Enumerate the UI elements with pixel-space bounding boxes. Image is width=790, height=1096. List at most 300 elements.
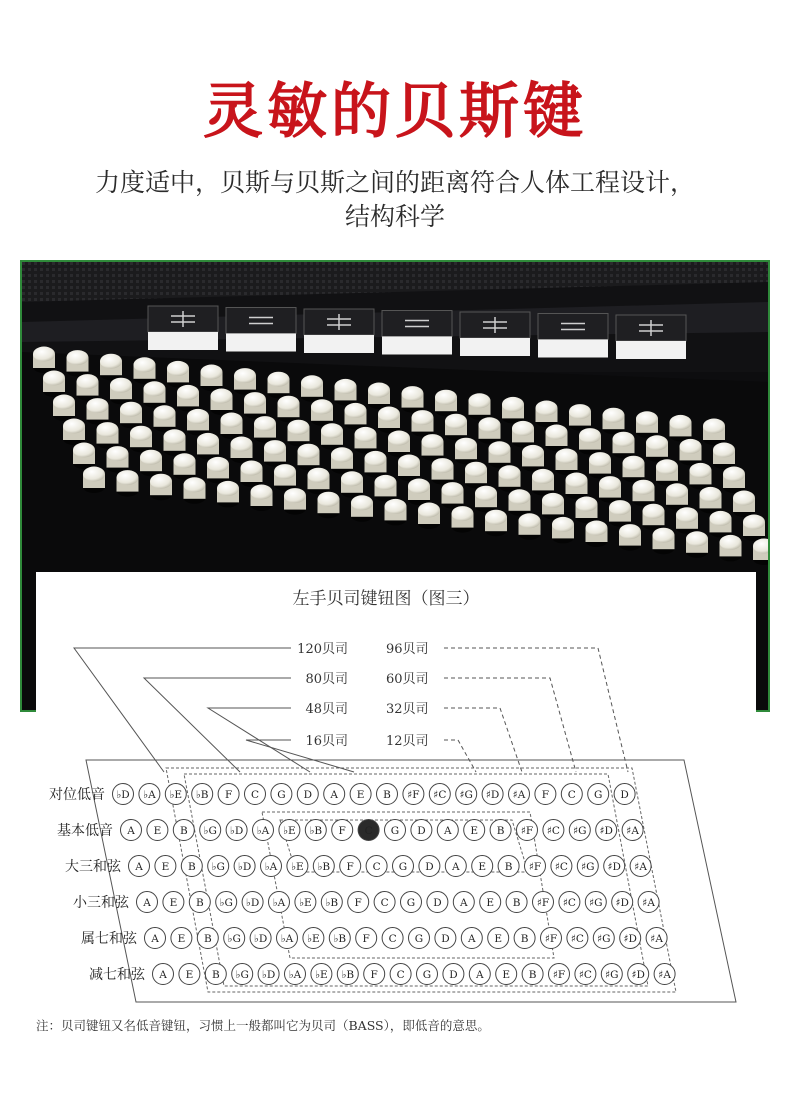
bass-button (179, 964, 200, 985)
photo-bass-button (211, 389, 233, 416)
photo-bass-button (653, 528, 675, 555)
bass-button (417, 964, 438, 985)
bass-button-note: B (195, 897, 204, 909)
photo-bass-button (723, 467, 745, 494)
bass-button-note: E (153, 825, 162, 837)
bass-button (242, 892, 263, 913)
photo-bass-button (613, 432, 635, 459)
bass-button (205, 964, 226, 985)
bass-button (173, 820, 194, 841)
bass-button-note: ♯A (642, 897, 655, 909)
bass-button (145, 928, 166, 949)
bass-button-note: A (127, 825, 135, 837)
photo-bass-button (301, 375, 323, 402)
bass-button-note: B (211, 969, 220, 981)
bass-button (437, 820, 458, 841)
bass-button (464, 820, 485, 841)
bass-button-note: B (203, 933, 212, 945)
row-label: 属七和弦 (81, 931, 137, 947)
photo-bass-button (174, 453, 196, 480)
bass-button-note: ♭E (283, 825, 296, 837)
bass-button (208, 856, 229, 877)
photo-bass-button (73, 443, 95, 470)
photo-bass-button (97, 422, 119, 449)
bass-button-note: ♯G (573, 825, 587, 837)
bass-button (277, 928, 298, 949)
photo-bass-button (445, 414, 467, 441)
photo-bass-button (502, 397, 524, 424)
bass-button (522, 964, 543, 985)
subtitle-line-1: 力度适中，贝斯与贝斯之间的距离符合人体工程设计， (94, 168, 695, 197)
register-switch (226, 308, 296, 352)
bass-button (409, 928, 430, 949)
bass-button (253, 820, 274, 841)
diagram-title: 左手贝司键钮图（图三） (292, 589, 480, 609)
bass-button-note: ♯F (407, 789, 420, 801)
photo-bass-button (308, 468, 330, 495)
bass-button (287, 856, 308, 877)
photo-bass-button (164, 429, 186, 456)
bass-button (364, 964, 385, 985)
bass-button-note: B (179, 825, 188, 837)
photo-bass-button (77, 374, 99, 401)
photo-bass-button (536, 401, 558, 428)
left-range-label: 48贝司 (305, 702, 348, 717)
photo-bass-button (579, 428, 601, 455)
photo-bass-button (432, 458, 454, 485)
photo-bass-button (690, 463, 712, 490)
photo-bass-button (345, 403, 367, 430)
bass-button-note: ♭A (272, 897, 286, 909)
bass-button (403, 784, 424, 805)
bass-button (155, 856, 176, 877)
photo-bass-button (63, 419, 85, 446)
bass-button-note: ♯A (626, 825, 639, 837)
bass-button (285, 964, 306, 985)
photo-bass-button (207, 457, 229, 484)
bass-button (585, 892, 606, 913)
bass-button-note: ♭B (341, 969, 355, 981)
bass-diagram-svg (36, 572, 756, 1054)
bass-button (569, 820, 590, 841)
bass-button (269, 892, 290, 913)
bass-button (321, 892, 342, 913)
photo-bass-button (53, 395, 75, 422)
bass-button (297, 784, 318, 805)
left-range-label: 16贝司 (305, 734, 348, 749)
bass-button (561, 784, 582, 805)
bass-button (628, 964, 649, 985)
photo-bass-button (519, 513, 541, 540)
photo-bass-button (231, 437, 253, 464)
bass-button (472, 856, 493, 877)
bass-button-note: A (468, 933, 476, 945)
photo-bass-button (311, 399, 333, 426)
bass-button-note: E (169, 897, 178, 909)
bass-button-note: E (161, 861, 170, 873)
row-label: 减七和弦 (89, 967, 145, 983)
photo-bass-button (117, 470, 139, 497)
bass-button-note: F (370, 969, 378, 981)
photo-bass-button (217, 481, 239, 508)
photo-bass-button (298, 444, 320, 471)
bass-button-note: C (380, 897, 389, 909)
bass-button (382, 928, 403, 949)
bass-button (596, 820, 617, 841)
photo-bass-button (177, 385, 199, 412)
bass-button (541, 928, 562, 949)
bass-button (577, 856, 598, 877)
photo-bass-button (278, 396, 300, 423)
bass-button-note: ♯A (650, 933, 663, 945)
bass-button (385, 820, 406, 841)
diagram-note: 注：贝司键钮又名低音键钮，习惯上一般都叫它为贝司（BASS），即低音的意思。 (36, 1018, 490, 1033)
photo-bass-button (341, 471, 363, 498)
bass-button (303, 928, 324, 949)
bass-button (271, 784, 292, 805)
bass-button-note: ♭A (143, 789, 156, 801)
bass-button-note: ♯C (562, 897, 576, 909)
photo-bass-button (485, 510, 507, 537)
bass-button-note: A (151, 933, 159, 945)
bass-button (429, 784, 450, 805)
bass-button-note: E (185, 969, 194, 981)
photo-bass-button (599, 476, 621, 503)
bass-button (601, 964, 622, 985)
photo-bass-button (676, 507, 698, 534)
register-switch (304, 309, 374, 353)
bass-button (443, 964, 464, 985)
bass-button-note: ♯G (581, 861, 595, 873)
photo-bass-button (670, 415, 692, 442)
bass-button-note: ♯A (512, 789, 526, 801)
bass-button (535, 784, 556, 805)
photo-bass-button (566, 473, 588, 500)
right-range-label: 12贝司 (386, 734, 429, 749)
bass-button-note: ♭D (116, 789, 130, 801)
page-title: 灵敏的贝斯键 (203, 77, 587, 147)
bass-button (461, 928, 482, 949)
bass-button-note: ♭B (317, 861, 331, 873)
bass-button (295, 892, 316, 913)
photo-bass-button (388, 431, 410, 458)
bass-button-note: ♭E (291, 861, 304, 873)
bass-button-note: ♯F (528, 861, 542, 873)
bass-button (549, 964, 570, 985)
bass-button (366, 856, 387, 877)
bass-button-note: A (444, 825, 452, 837)
bass-button-note: E (494, 933, 503, 945)
bass-button-note: G (398, 861, 408, 873)
bass-button-note: F (362, 933, 370, 945)
photo-bass-button (321, 423, 343, 450)
bass-button-note: E (478, 861, 487, 873)
photo-bass-button (720, 535, 742, 562)
photo-bass-button (589, 452, 611, 479)
bass-button-note: G (390, 825, 400, 837)
bass-button-note: ♯D (607, 861, 621, 873)
bass-button-note: ♯G (459, 789, 473, 801)
photo-bass-button (512, 421, 534, 448)
bass-button (456, 784, 477, 805)
bass-button-note: G (414, 933, 424, 945)
bass-button (311, 964, 332, 985)
bass-button (137, 892, 158, 913)
photo-bass-button (753, 539, 768, 566)
bass-button (224, 928, 245, 949)
bass-button-note: ♭D (245, 897, 260, 909)
photo-bass-button (83, 467, 105, 494)
bass-button (604, 856, 625, 877)
bass-button-note: ♭D (237, 861, 252, 873)
bass-button (226, 820, 247, 841)
photo-bass-button (368, 383, 390, 410)
bass-button-note: A (476, 969, 484, 981)
left-range-label: 120贝司 (297, 642, 348, 657)
register-switch (382, 311, 452, 355)
photo-bass-button (586, 521, 608, 548)
bass-button-note: ♯G (597, 933, 611, 945)
photo-bass-button (489, 441, 511, 468)
photo-bass-button (619, 524, 641, 551)
bass-button-note: ♭B (325, 897, 339, 909)
bass-button (427, 892, 448, 913)
photo-bass-button (435, 390, 457, 417)
photo-bass-button (475, 486, 497, 513)
photo-bass-button (120, 402, 142, 429)
bass-button (197, 928, 218, 949)
bass-button (480, 892, 501, 913)
bass-button-note: B (512, 897, 521, 909)
bass-button (377, 784, 398, 805)
bass-button-note: G (594, 789, 603, 801)
photo-bass-button (318, 492, 340, 519)
subtitle-line-2: 结构科学 (344, 202, 445, 231)
bass-button-note: E (502, 969, 511, 981)
photo-bass-button (264, 440, 286, 467)
bass-button (588, 784, 609, 805)
register-switch (460, 312, 530, 356)
bass-button (393, 856, 414, 877)
bass-button (171, 928, 192, 949)
bass-button (496, 964, 517, 985)
photo-bass-button (355, 427, 377, 454)
photo-bass-button (221, 413, 243, 440)
photo-bass-button (686, 531, 708, 558)
bass-button-note: ♭A (256, 825, 270, 837)
bass-button (329, 928, 350, 949)
bass-button-note: ♭G (211, 861, 225, 873)
bass-button-note: A (135, 861, 143, 873)
bass-button (654, 964, 675, 985)
bass-button (646, 928, 667, 949)
bass-button-note: ♯G (589, 897, 603, 909)
bass-button-note: ♭G (203, 825, 217, 837)
photo-bass-button (680, 439, 702, 466)
photo-bass-button (452, 506, 474, 532)
photo-bass-button (268, 372, 290, 399)
photo-bass-button (422, 434, 444, 461)
bass-button (348, 892, 369, 913)
photo-bass-button (110, 378, 132, 405)
photo-bass-button (244, 392, 266, 419)
bass-button-note: F (354, 897, 362, 909)
bass-button (593, 928, 614, 949)
photo-bass-button (43, 371, 65, 398)
row-label: 小三和弦 (73, 895, 129, 911)
bass-button-note: ♯F (536, 897, 550, 909)
bass-button (189, 892, 210, 913)
bass-button (147, 820, 168, 841)
bass-button (374, 892, 395, 913)
bass-button (305, 820, 326, 841)
bass-button-note: B (383, 789, 391, 801)
photo-bass-button (646, 435, 668, 462)
bass-button-note: ♯C (570, 933, 584, 945)
bass-button-note: D (449, 969, 458, 981)
bass-button-note: ♭A (280, 933, 294, 945)
bass-button-note: F (224, 789, 233, 801)
bass-button-note: ♭E (299, 897, 312, 909)
photo-bass-button (331, 447, 353, 474)
bass-button (358, 820, 379, 841)
bass-button (419, 856, 440, 877)
bass-button (575, 964, 596, 985)
bass-button (139, 784, 160, 805)
photo-bass-button (700, 487, 722, 514)
bass-keyboard-diagram (36, 572, 756, 1054)
bass-button-note: G (422, 969, 432, 981)
photo-bass-button (201, 365, 223, 392)
row-label: 对位低音 (49, 787, 105, 803)
register-switch (148, 306, 218, 350)
bass-button (614, 784, 635, 805)
bass-button-note: E (470, 825, 479, 837)
photo-bass-button (442, 482, 464, 509)
photo-bass-button (418, 503, 440, 530)
bass-button-note: ♯D (485, 789, 500, 801)
bass-button-note: A (460, 897, 468, 909)
bass-button (445, 856, 466, 877)
bass-button-note: ♯D (623, 933, 637, 945)
photo-bass-button (254, 416, 276, 443)
register-switches (148, 306, 686, 359)
photo-bass-button (187, 409, 209, 436)
bass-button-note: C (250, 789, 260, 801)
bass-button-note: ♭D (261, 969, 276, 981)
right-range-label: 32贝司 (386, 702, 429, 717)
bass-button-note: D (620, 789, 629, 801)
photo-bass-button (33, 347, 55, 374)
bass-button-note: E (356, 789, 365, 801)
bass-button-note: E (177, 933, 186, 945)
photo-bass-button (636, 411, 658, 438)
photo-bass-button (656, 459, 678, 486)
bass-button-note: B (187, 861, 196, 873)
photo-bass-button (140, 450, 162, 477)
bass-button (551, 856, 572, 877)
bass-button-note: ♯A (634, 861, 647, 873)
photo-bass-button (87, 398, 109, 425)
bass-button-note: ♭E (315, 969, 328, 981)
bass-button-note: ♯C (433, 789, 447, 801)
bass-button-note: D (417, 825, 426, 837)
photo-bass-button (274, 464, 296, 491)
bass-button (453, 892, 474, 913)
left-range-label: 80贝司 (305, 672, 348, 687)
bass-button-note: F (346, 861, 354, 873)
bass-button (567, 928, 588, 949)
bass-button (340, 856, 361, 877)
bass-button-note: ♯F (520, 825, 534, 837)
photo-bass-button (375, 475, 397, 502)
bass-button (216, 892, 237, 913)
bass-button (390, 964, 411, 985)
bass-button (234, 856, 255, 877)
bass-button-note: D (303, 789, 313, 801)
photo-bass-button (184, 477, 206, 504)
photo-bass-button (335, 379, 357, 406)
bass-button-note: G (406, 897, 416, 909)
bass-button-note: D (433, 897, 442, 909)
bass-button-note: ♭B (195, 789, 209, 801)
photo-bass-button (603, 408, 625, 435)
photo-bass-button (385, 499, 407, 526)
register-switch (538, 314, 608, 358)
photo-bass-button (522, 445, 544, 472)
bass-button (129, 856, 150, 877)
photo-bass-button (412, 410, 434, 437)
photo-bass-button (365, 451, 387, 478)
photo-bass-button (576, 497, 598, 524)
photo-bass-button (743, 515, 765, 542)
photo-bass-button (666, 483, 688, 510)
photo-bass-button (465, 462, 487, 489)
bass-button-note: ♭A (288, 969, 302, 981)
photo-bass-button (469, 393, 491, 420)
photo-bass-button (542, 493, 564, 520)
bass-button (638, 892, 659, 913)
bass-button-note: ♭G (227, 933, 241, 945)
bass-button-note: ♯A (658, 969, 671, 981)
photo-bass-button (710, 511, 732, 538)
bass-button (630, 856, 651, 877)
photo-bass-button (499, 465, 521, 492)
bass-button (509, 784, 530, 805)
bass-button-note: ♯D (631, 969, 645, 981)
photo-bass-button (378, 407, 400, 434)
bass-button-note: ♭A (264, 861, 278, 873)
bass-button (163, 892, 184, 913)
bass-button-note: ♯C (578, 969, 592, 981)
bass-button (121, 820, 142, 841)
bass-button-note: A (452, 861, 460, 873)
photo-bass-button (713, 443, 735, 470)
bass-button (559, 892, 580, 913)
bass-button (469, 964, 490, 985)
bass-button (245, 784, 266, 805)
bass-button (218, 784, 239, 805)
bass-button-note: ♯D (599, 825, 613, 837)
bass-button (490, 820, 511, 841)
bass-button (622, 820, 643, 841)
bass-button (482, 784, 503, 805)
row-label: 大三和弦 (65, 859, 121, 875)
photo-bass-button (167, 361, 189, 388)
photo-bass-button (643, 504, 665, 531)
bass-button-note: ♭G (219, 897, 233, 909)
bass-button (506, 892, 527, 913)
